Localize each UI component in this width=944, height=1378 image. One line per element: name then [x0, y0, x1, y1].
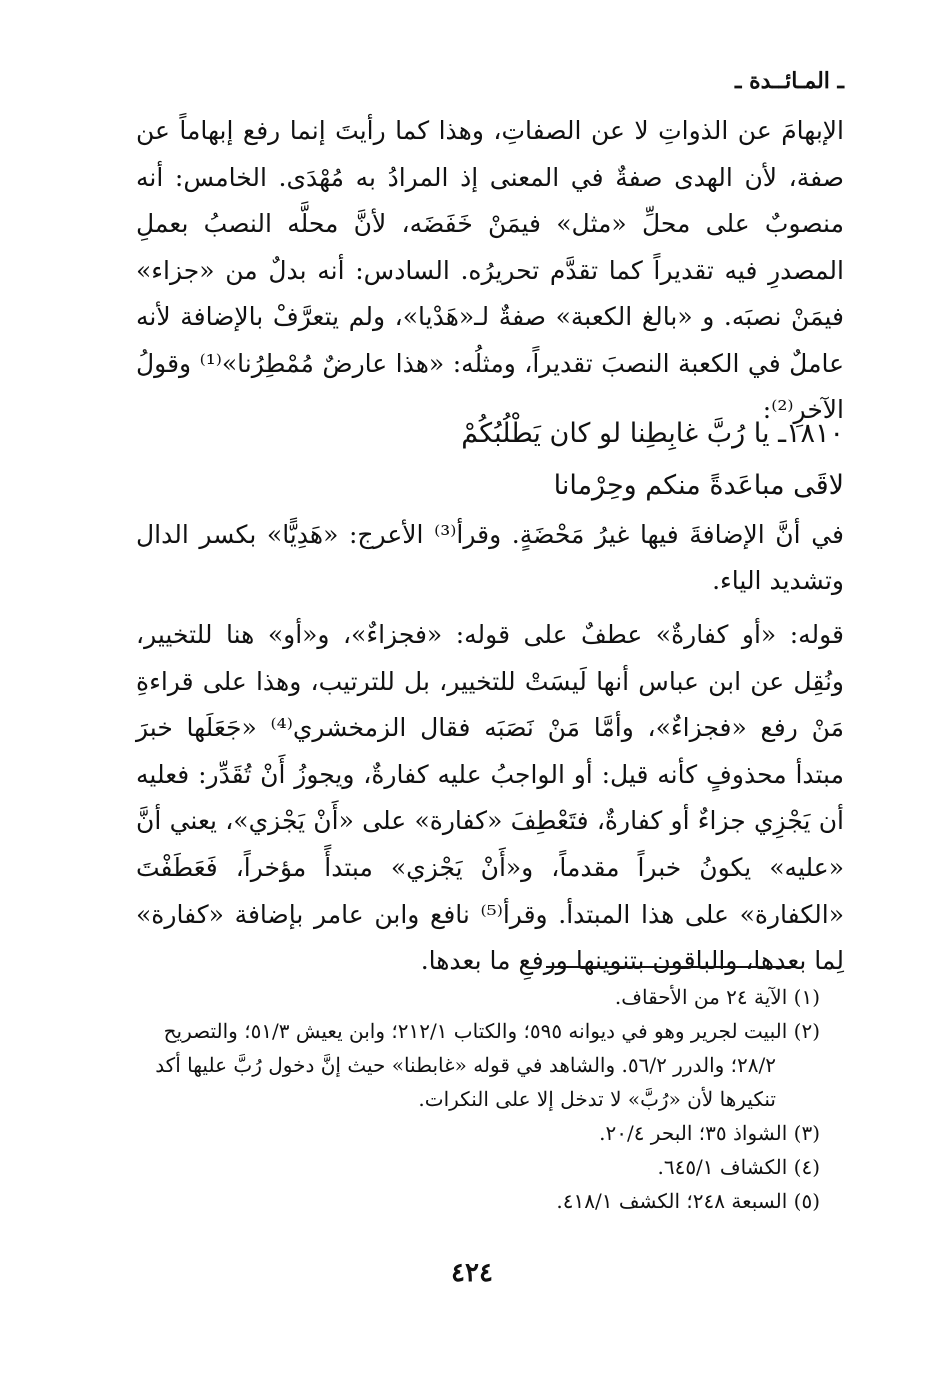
paragraph-text: الإبهامَ عن الذواتِ لا عن الصفاتِ، وهذا كما رأيتَ إنما رفع إبهاماً عن صفة، لأن الهدى صفةٌ في المعنى إذ المرادُ به مُهْدَى. الخامس: أنه منصوبٌ على محلِّ «مثل» فيمَنْ خَفَضَه، لأنَّ محلَّه النصبُ بعملِ المصدرِ فيه تقديراً كما تقدَّم تحريرُه. السادس: أنه بدلٌ من «جزاء» فيمَنْ نصبَه. و «بالغ الكعبة» صفةٌ لـ«هَدْيا»، ولم يتعرَّفْ بالإضافة لأنه عاملٌ في الكعبة النصبَ تقديراً، ومثلُه: «هذا عارضٌ مُمْطِرُنا»⁽¹⁾ وقولُ الآخرِ⁽²⁾:: [136, 116, 844, 424]
footnote-4: (٤) الكشاف ٦٤٥/١.: [657, 1155, 820, 1179]
footnote-2: (٢) البيت لجرير وهو في ديوانه ٥٩٥؛ والكتاب ٢١٢/١؛ وابن يعيش ٥١/٣؛ والتصريح ٢٨/٢؛ والدرر ٥٦/٢. والشاهد في قوله «غابطنا» حيث إنَّ دخول رُبَّ عليها أكد تنكيرها لأن «رُبَّ» لا تدخل إلا على النكرات.: [155, 1019, 820, 1111]
paragraph-text: في أنَّ الإضافةَ فيها غيرُ مَحْضَةٍ. وقرأ⁽³⁾ الأعرج: «هَدِيًّا» بكسر الدال وتشديد الياء.: [136, 520, 845, 595]
footnotes: [130, 980, 820, 1218]
paragraph-text: قوله: «أو كفارةٌ» عطفٌ على قوله: «فجزاءٌ»، و«أو» هنا للتخيير، ونُقِل عن ابن عباس أنها لَيسَتْ للتخيير، بل للترتيب، وهذا على قراءةِ مَنْ رفع «فجزاءٌ»، وأمَّا مَنْ نَصَبَه فقال الزمخشري⁽⁴⁾ «جَعَلَها خبرَ مبتدأ محذوفٍ كأنه قيل: أو الواجبُ عليه كفارةٌ، ويجوزُ أَنْ تُقَدِّر: فعليه أن يَجْزِي جزاءٌ أو كفارةٌ، فتَعْطِفَ «كفارة» على «أَنْ يَجْزي»، يعني أنَّ «عليه» يكونُ خبراً مقدماً، و«أَنْ يَجْزي» مبتدأً مؤخراً، فَعَطَفْتَ «الكفارة» على هذا المبتدأ. وقرأ⁽⁵⁾ نافع وابن عامر بإضافة «كفارة» لِما بعدها، والباقون بتنوينها ورفعِ ما بعدها.: [136, 620, 844, 976]
verse-first-hemistich: ١٨١٠ـ يا رُبَّ غابِطِنا لو كان يَطْلُبُكُمْ: [461, 418, 844, 449]
footnote-5: (٥) السبعة ٢٤٨؛ الكشف ٤١٨/١.: [556, 1189, 820, 1213]
footnote-1: (١) الآية ٢٤ من الأحقاف.: [614, 985, 820, 1009]
poetry-verse: [136, 410, 844, 510]
running-header: ـ المـائــدة ـ: [735, 68, 844, 94]
footnote-separator: [546, 966, 796, 968]
main-paragraph-1: [136, 108, 844, 434]
main-paragraph-2: [136, 512, 844, 604]
main-paragraph-3: [136, 612, 844, 985]
footnote-3: (٣) الشواذ ٣٥؛ البحر ٢٠/٤.: [599, 1121, 820, 1145]
verse-second-hemistich: لاقَى مباعَدةً منكم وحِرْمانا: [553, 470, 844, 501]
page-number: ٤٢٤: [451, 1258, 493, 1288]
